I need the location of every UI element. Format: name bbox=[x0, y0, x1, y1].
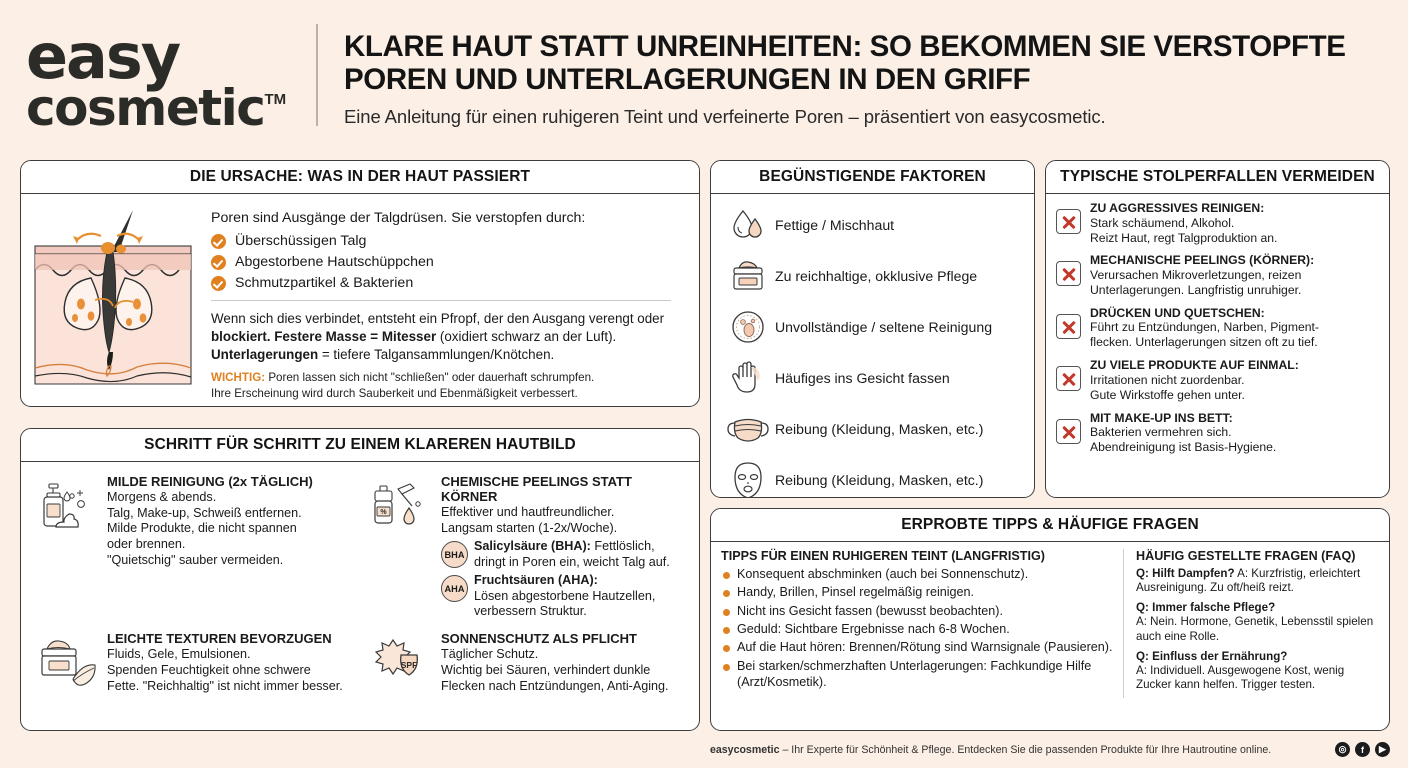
cause-item-label: Überschüssigen Talg bbox=[235, 233, 367, 249]
cause-important-note bbox=[211, 370, 685, 400]
skin-cross-section-diagram bbox=[29, 202, 197, 401]
card-cause-title: DIE URSACHE: WAS IN DER HAUT PASSIERT bbox=[21, 161, 699, 194]
pitfall-line-1: Verursachen Mikroverletzungen, reizen bbox=[1090, 268, 1302, 283]
step-line: Spenden Feuchtigkeit ohne schwere bbox=[107, 663, 311, 677]
page-subtitle: Eine Anleitung für einen ruhigeren Teint und verfeinerte Poren – präsentiert von easycosmetic. bbox=[344, 105, 1106, 127]
pitfall-line-2: Reizt Haut, regt Talgproduktion an. bbox=[1090, 230, 1278, 245]
factor-label: Zu reichhaltige, okklusive Pflege bbox=[775, 268, 978, 284]
factor-label: Reibung (Kleidung, Masken, etc.) bbox=[775, 472, 984, 488]
list-item bbox=[721, 406, 1024, 452]
cause-lead-text: Poren sind Ausgänge der Talgdrüsen. Sie verstopfen durch: bbox=[211, 210, 586, 226]
pitfall-title: MIT MAKE-UP INS BETT: bbox=[1090, 410, 1233, 425]
bullet-icon bbox=[723, 609, 730, 616]
tips-heading: TIPPS FÜR EINEN RUHIGEREN TEINT (LANGFRISTIG) bbox=[721, 549, 1045, 563]
logo-easy-text: easy bbox=[26, 20, 180, 93]
cause-item-list bbox=[211, 233, 685, 291]
step-title: SONNENSCHUTZ ALS PFLICHT bbox=[441, 631, 637, 647]
factor-label: Reibung (Kleidung, Masken, etc.) bbox=[775, 421, 984, 437]
acid-desc-line2: dringt in Poren ein, weicht Talg auf. bbox=[474, 554, 670, 569]
cause-para-part: Wenn sich dies verbindet, entsteht ein Pfropf, der den Ausgang verengt oder bbox=[211, 311, 665, 326]
step-line: Morgens & abends. bbox=[107, 490, 217, 504]
oil-drop-icon bbox=[721, 206, 775, 244]
footer-tagline: – Ihr Experte für Schönheit & Pflege. Entdecken Sie die passenden Produkte für Ihre Hautroutine online. bbox=[779, 743, 1272, 756]
factor-label: Unvollständige / seltene Reinigung bbox=[775, 319, 993, 335]
faq-question: Q: Immer falsche Pflege? bbox=[1136, 601, 1276, 615]
list-item bbox=[721, 622, 1113, 638]
pitfall-line-1: Führt zu Entzündungen, Narben, Pigment- bbox=[1090, 320, 1319, 335]
tip-text: Handy, Brillen, Pinsel regelmäßig reinigen. bbox=[737, 585, 975, 600]
faq-item bbox=[1136, 567, 1379, 595]
card-pitfalls-title: TYPISCHE STOLPERFALLEN VERMEIDEN bbox=[1046, 161, 1389, 194]
bullet-icon bbox=[723, 627, 730, 634]
pitfall-line-2: flecken. Unterlagerungen sitzen oft zu tief. bbox=[1090, 335, 1318, 350]
serum-dropper-icon bbox=[365, 474, 439, 619]
step-title: CHEMISCHE PEELINGS STATT KÖRNER bbox=[441, 474, 632, 504]
list-item bbox=[211, 275, 685, 291]
tip-text: Geduld: Sichtbare Ergebnisse nach 6-8 Wochen. bbox=[737, 622, 1010, 637]
faq-question: Q: Hilft Dampfen? bbox=[1136, 567, 1235, 580]
clogged-pore-icon bbox=[721, 308, 775, 346]
important-line-1: Poren lassen sich nicht "schließen" oder dauerhaft schrumpfen. bbox=[265, 371, 595, 385]
pitfall-line-1: Bakterien vermehren sich. bbox=[1090, 425, 1232, 440]
faq-answer: A: Individuell. Ausgewogene Kost, wenig Zucker kann helfen. Trigger testen. bbox=[1136, 663, 1345, 691]
bullet-icon bbox=[723, 664, 730, 671]
list-item bbox=[1054, 253, 1379, 297]
cross-icon bbox=[1056, 209, 1081, 234]
tip-text: Auf die Haut hören: Brennen/Rötung sind Warnsignale (Pausieren). bbox=[737, 640, 1113, 655]
acid-name: Fruchtsäuren (AHA): bbox=[474, 573, 598, 588]
step-line: Langsam starten (1-2x/Woche). bbox=[441, 520, 618, 535]
step-item bbox=[29, 625, 357, 731]
step-item bbox=[29, 468, 357, 623]
cream-jar-icon bbox=[721, 257, 775, 295]
divider bbox=[211, 300, 671, 301]
cause-para-part: (oxidiert schwarz an der Luft). bbox=[439, 328, 617, 344]
cause-para-part: Unterlagerungen bbox=[211, 346, 322, 362]
bullet-icon bbox=[723, 645, 730, 652]
acid-desc: Fettlöslich, bbox=[590, 539, 655, 554]
list-item bbox=[1054, 358, 1379, 402]
faq-heading: HÄUFIG GESTELLTE FRAGEN (FAQ) bbox=[1136, 549, 1356, 563]
list-item bbox=[1054, 306, 1379, 350]
cross-icon bbox=[1056, 261, 1081, 286]
faq-item bbox=[1136, 650, 1379, 692]
step-line: "Quietschig" sauber vermeiden. bbox=[107, 552, 284, 567]
pitfall-line-1: Irritationen nicht zuordenbar. bbox=[1090, 372, 1245, 387]
bha-badge: BHA bbox=[441, 541, 468, 568]
acid-item-bha bbox=[441, 539, 689, 570]
cause-para-part: blockiert. Festere Masse = Mitesser bbox=[211, 328, 440, 344]
acid-desc-line3: verbessern Struktur. bbox=[474, 603, 587, 618]
cleanser-pump-icon bbox=[31, 474, 105, 619]
moisturizer-feather-icon bbox=[31, 631, 105, 731]
cross-icon bbox=[1056, 419, 1081, 444]
card-factors bbox=[710, 160, 1035, 498]
list-item bbox=[721, 355, 1024, 401]
step-line: oder brennen. bbox=[107, 537, 186, 552]
check-icon bbox=[211, 234, 226, 249]
list-item bbox=[721, 253, 1024, 299]
factor-label: Häufiges ins Gesicht fassen bbox=[775, 370, 950, 386]
pitfall-title: ZU VIELE PRODUKTE AUF EINMAL: bbox=[1090, 358, 1299, 373]
card-cause bbox=[20, 160, 700, 407]
step-item bbox=[363, 468, 691, 623]
check-icon bbox=[211, 255, 226, 270]
footer bbox=[710, 742, 1390, 757]
acid-item-aha bbox=[441, 573, 689, 619]
list-item bbox=[721, 585, 1113, 601]
page-title: KLARE HAUT STATT UNREINHEITEN: SO BEKOMMEN SIE VERSTOPFTE POREN UND UNTERLAGERUNGEN IN DEN GRIFF bbox=[344, 30, 1346, 97]
pitfall-line-2: Unterlagerungen. Langfristig unruhiger. bbox=[1090, 282, 1302, 297]
spf-sun-shield-icon bbox=[365, 631, 439, 731]
social-links[interactable] bbox=[1335, 742, 1390, 757]
footer-brand: easycosmetic bbox=[710, 743, 780, 756]
cross-icon bbox=[1056, 314, 1081, 339]
instagram-icon[interactable]: ◎ bbox=[1335, 742, 1350, 757]
step-line: Täglicher Schutz. bbox=[441, 647, 539, 662]
pitfall-title: DRÜCKEN UND QUETSCHEN: bbox=[1090, 305, 1265, 320]
tip-text: Konsequent abschminken (auch bei Sonnenschutz). bbox=[737, 567, 1029, 581]
list-item bbox=[211, 233, 685, 249]
cause-item-label: Schmutzpartikel & Bakterien bbox=[235, 275, 414, 291]
header-divider bbox=[316, 24, 318, 126]
sheet-mask-face-icon bbox=[721, 460, 775, 498]
bullet-icon bbox=[723, 590, 730, 597]
list-item bbox=[721, 304, 1024, 350]
faq-question: Q: Einfluss der Ernährung? bbox=[1136, 649, 1288, 663]
card-factors-title: BEGÜNSTIGENDE FAKTOREN bbox=[711, 161, 1034, 194]
faq-item bbox=[1136, 601, 1379, 643]
acid-name: Salicylsäure (BHA): bbox=[474, 539, 591, 554]
cross-icon bbox=[1056, 366, 1081, 391]
logo-cosmetic-text: cosmetic bbox=[26, 79, 265, 138]
acid-desc-line2: Lösen abgestorbene Hautzellen, bbox=[474, 588, 656, 603]
pitfall-line-1: Stark schäumend, Alkohol. bbox=[1090, 215, 1235, 230]
step-item bbox=[363, 625, 691, 731]
card-steps-title: SCHRITT FÜR SCHRITT ZU EINEM KLAREREN HAUTBILD bbox=[21, 429, 699, 462]
step-title: MILDE REINIGUNG (2x TÄGLICH) bbox=[107, 474, 313, 489]
list-item bbox=[721, 457, 1024, 498]
tips-column bbox=[721, 549, 1123, 698]
step-title: LEICHTE TEXTUREN BEVORZUGEN bbox=[107, 631, 332, 647]
faq-answer: A: Kurzfristig, erleichtert Ausreinigung. Zu oft/heiß reizt. bbox=[1136, 567, 1361, 595]
step-line: Talg, Make-up, Schweiß entfernen. bbox=[107, 505, 302, 520]
cause-item-label: Abgestorbene Hautschüppchen bbox=[235, 254, 434, 270]
list-item bbox=[721, 202, 1024, 248]
list-item bbox=[721, 640, 1113, 656]
cause-para-part: = tiefere Talgansammlungen/Knötchen. bbox=[321, 346, 555, 362]
pitfall-line-2: Abendreinigung ist Basis-Hygiene. bbox=[1090, 440, 1277, 455]
factor-label: Fettige / Mischhaut bbox=[775, 217, 895, 233]
aha-badge: AHA bbox=[441, 575, 468, 602]
faq-answer: A: Nein. Hormone, Genetik, Lebensstil spielen auch eine Rolle. bbox=[1136, 615, 1374, 643]
hand-touch-icon bbox=[721, 358, 775, 398]
youtube-icon[interactable]: ▶ bbox=[1375, 742, 1390, 757]
card-pitfalls bbox=[1045, 160, 1390, 498]
step-line: Effektiver und hautfreundlicher. bbox=[441, 505, 615, 519]
list-item bbox=[721, 659, 1113, 691]
list-item bbox=[211, 254, 685, 270]
faq-column bbox=[1123, 549, 1379, 698]
bullet-icon bbox=[723, 572, 730, 579]
pitfall-line-2: Gute Wirkstoffe gehen unter. bbox=[1090, 387, 1245, 402]
pitfall-title: MECHANISCHE PEELINGS (KÖRNER): bbox=[1090, 253, 1315, 268]
list-item bbox=[1054, 201, 1379, 245]
step-line: Wichtig bei Säuren, verhindert dunkle bbox=[441, 663, 651, 677]
pitfall-title: ZU AGGRESSIVES REINIGEN: bbox=[1090, 201, 1265, 215]
facebook-icon[interactable]: f bbox=[1355, 742, 1370, 757]
spf-label: SPF bbox=[400, 660, 418, 671]
step-line: Fluids, Gele, Emulsionen. bbox=[107, 647, 251, 662]
check-icon bbox=[211, 276, 226, 291]
logo-trademark: TM bbox=[264, 91, 287, 109]
card-steps bbox=[20, 428, 700, 731]
tips-list bbox=[721, 567, 1113, 691]
list-item bbox=[1054, 411, 1379, 455]
tip-text: Nicht ins Gesicht fassen (bewusst beobachten). bbox=[737, 603, 1003, 618]
step-line: Milde Produkte, die nicht spannen bbox=[107, 521, 297, 536]
important-label: WICHTIG: bbox=[211, 371, 266, 385]
tip-text: Bei starken/schmerzhaften Unterlagerungen: Fachkundige Hilfe (Arzt/Kosmetik). bbox=[737, 658, 1092, 689]
cause-paragraph bbox=[211, 310, 685, 363]
list-item bbox=[721, 567, 1113, 583]
step-line: Fette. "Reichhaltig" ist nicht immer besser. bbox=[107, 678, 343, 693]
footer-text bbox=[710, 744, 1327, 756]
svg-text:%: % bbox=[380, 509, 387, 516]
face-mask-icon bbox=[721, 413, 775, 445]
brand-logo bbox=[26, 16, 316, 138]
card-tips-title: ERPROBTE TIPPS & HÄUFIGE FRAGEN bbox=[711, 509, 1389, 542]
list-item bbox=[721, 604, 1113, 620]
card-tips-faq bbox=[710, 508, 1390, 731]
header bbox=[0, 0, 1408, 150]
important-line-2: Ihre Erscheinung wird durch Sauberkeit und Ebenmäßigkeit verbessert. bbox=[211, 386, 578, 400]
step-line: Flecken nach Entzündungen, Anti-Aging. bbox=[441, 678, 669, 693]
